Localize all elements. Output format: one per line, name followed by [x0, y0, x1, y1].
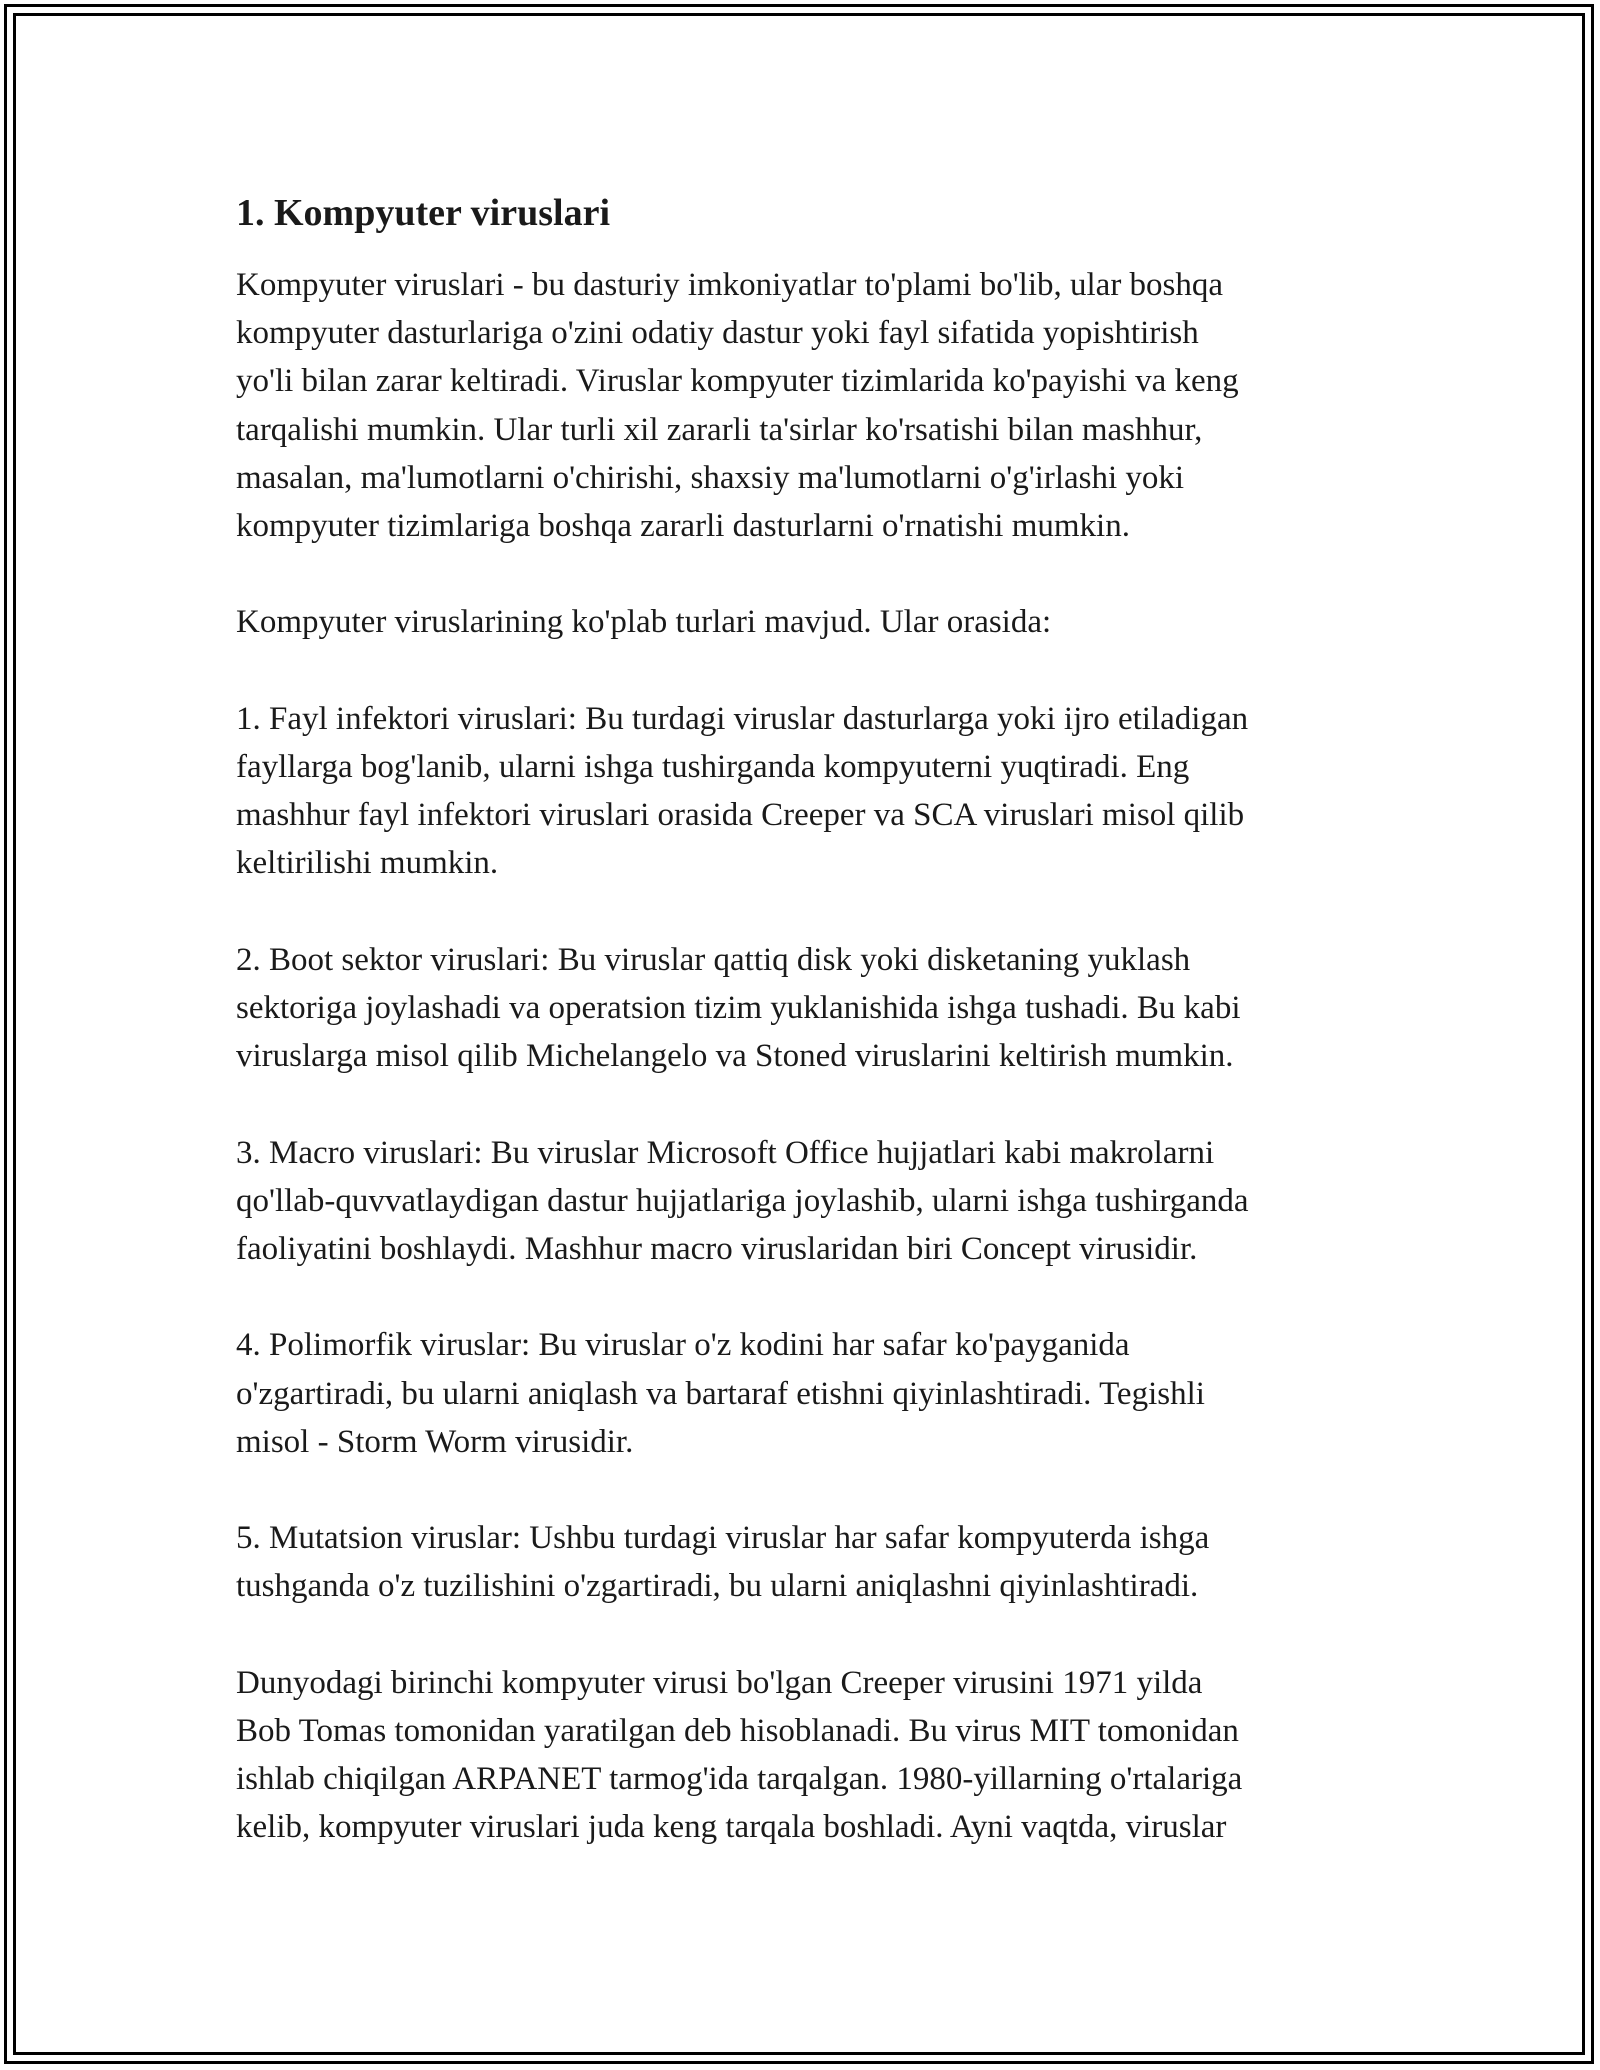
paragraph-history: Dunyodagi birinchi kompyuter virusi bo'lgan Creeper virusini 1971 yilda Bob Tomas tomonidan yaratilgan deb hisoblanadi. Bu virus MIT tomonidan ishlab chiqilgan ARPANET tarmog'ida tarqalgan. 1980-yillarning o'rtalariga kelib, kompyuter viruslari juda keng tarqala boshladi. Ayni vaqtda, viruslar [236, 1664, 1243, 1846]
document-title: 1. Kompyuter viruslari [236, 192, 611, 234]
paragraph-intro: Kompyuter viruslari - bu dasturiy imkoniyatlar to'plami bo'lib, ular boshqa kompyuter dasturlariga o'zini odatiy dastur yoki fayl sifatida yopishtirish yo'li bilan zarar keltiradi. Viruslar kompyuter tizimlarida ko'payishi va keng tarqalishi mumkin. Ular turli xil zararli ta'sirlar ko'rsatishi bilan mashhur, masalan, ma'lumotlarni o'chirishi, shaxsiy ma'lumotlarni o'g'irlashi yoki kompyuter tizimlariga boshqa zararli dasturlarni o'rnatishi mumkin. [236, 267, 1239, 545]
paragraph-macro: 3. Macro viruslari: Bu viruslar Microsoft Office hujjatlari kabi makrolarni qo'llab-quvvatlaydigan dastur hujjatlariga joylashib, ularni ishga tushirganda faoliyatini boshlaydi. Mashhur macro viruslaridan biri Concept virusidir. [236, 1134, 1249, 1267]
paragraph-types-intro: Kompyuter viruslarining ko'plab turlari mavjud. Ular orasida: [236, 604, 1052, 641]
document-body [236, 187, 1386, 1852]
paragraph-boot-sector: 2. Boot sektor viruslari: Bu viruslar qattiq disk yoki disketaning yuklash sektoriga joylashadi va operatsion tizim yuklanishida ishga tushadi. Bu kabi viruslarga misol qilib Michelangelo va Stoned viruslarini keltirish mumkin. [236, 941, 1241, 1075]
paragraph-mutation: 5. Mutatsion viruslar: Ushbu turdagi viruslar har safar kompyuterda ishga tushganda o'z tuzilishini o'zgartiradi, bu ularni aniqlashni qiyinlashtiradi. [236, 1520, 1210, 1605]
paragraph-polymorphic: 4. Polimorfik viruslar: Bu viruslar o'z kodini har safar ko'payganida o'zgartiradi, bu ularni aniqlash va bartaraf etishni qiyinlashtiradi. Tegishli misol - Storm Worm virusidir. [236, 1327, 1205, 1460]
paragraph-file-infector: 1. Fayl infektori viruslari: Bu turdagi viruslar dasturlarga yoki ijro etiladigan fayllarga bog'lanib, ularni ishga tushirganda kompyuterni yuqtiradi. Eng mashhur fayl infektori viruslari orasida Creeper va SCA viruslari misol qilib keltirilishi mumkin. [236, 700, 1249, 882]
